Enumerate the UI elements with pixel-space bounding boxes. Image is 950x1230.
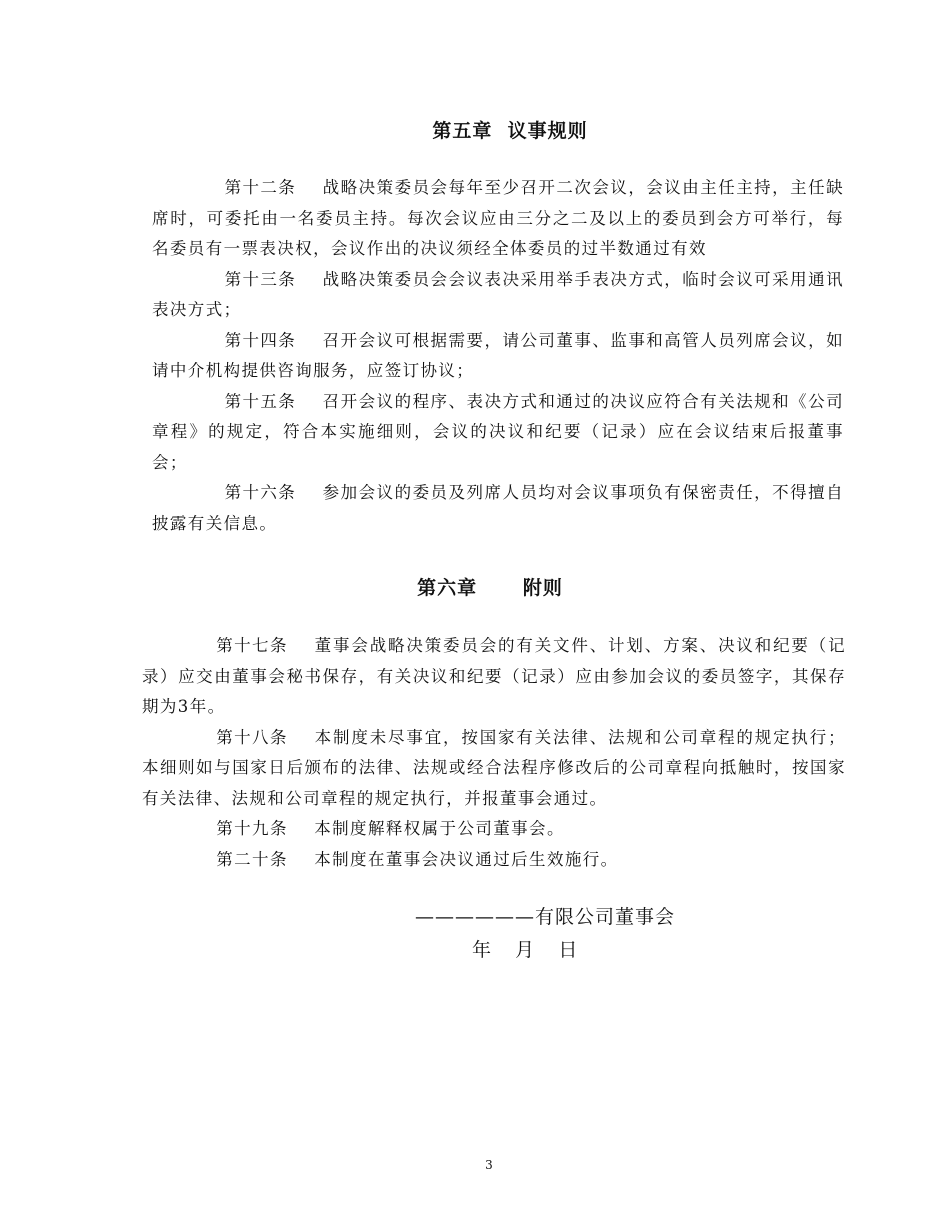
article-text: 董事会战略决策委员会的有关文件、计划、方案、决议和纪要（记录）应交由董事会秘书保存，有关决议和纪要（记录）应由参加会议的委员签字，其保存期为3年。: [142, 636, 846, 716]
article-text: 战略决策委员会每年至少召开二次会议，会议由主任主持，主任缺席时，可委托由一名委员主持。每次会议应由三分之二及以上的委员到会方可举行，每名委员有一票表决权，会议作出的决议须经全体委员的过半数通过有效: [152, 178, 844, 258]
chapter-6-articles: [142, 631, 846, 875]
article-label: 第十五条: [224, 391, 297, 411]
article-text: 召开会议的程序、表决方式和通过的决议应符合有关法规和《公司章程》的规定，符合本实施细则，会议的决议和纪要（记录）应在会议结束后报董事会；: [152, 391, 844, 472]
article-text: 本制度解释权属于公司董事会。: [314, 819, 565, 838]
article-text: 召开会议可根据需要，请公司董事、监事和高管人员列席会议，如请中介机构提供咨询服务，应签订协议；: [152, 330, 844, 380]
article-label: 第十四条: [224, 330, 297, 350]
signature-date: 年 月 日: [472, 939, 578, 961]
article-label: 第十七条: [216, 636, 288, 655]
article-text: 本制度未尽事宜，按国家有关法律、法规和公司章程的规定执行；本细则如与国家日后颁布的法律、法规或经合法程序修改后的公司章程向抵触时，按国家有关法律、法规和公司章程的规定执行，并报董事会通过。: [142, 727, 846, 808]
article-15: [152, 387, 844, 479]
page-number: 3: [485, 1158, 493, 1172]
article-label: 第二十条: [216, 849, 288, 869]
article-text: 参加会议的委员及列席人员均对会议事项负有保密责任，不得擅自披露有关信息。: [152, 483, 844, 533]
signature-org: ——————有限公司董事会: [415, 906, 676, 928]
article-label: 第十三条: [224, 269, 297, 289]
article-18: [142, 723, 846, 815]
article-12: [152, 173, 844, 265]
chapter-5-title: 第五章 议事规则: [432, 120, 588, 142]
article-label: 第十二条: [224, 178, 297, 197]
article-text: 战略决策委员会会议表决采用举手表决方式，临时会议可采用通讯表决方式；: [152, 269, 844, 319]
article-label: 第十六条: [224, 483, 297, 502]
article-20: [142, 845, 846, 876]
article-14: [152, 326, 844, 387]
chapter-6-title: 第六章 附则: [417, 577, 563, 599]
article-label: 第十九条: [216, 819, 288, 838]
chapter-5-articles: [152, 173, 844, 539]
article-16: [152, 478, 844, 539]
article-text: 本制度在董事会决议通过后生效施行。: [314, 849, 619, 869]
article-19: [142, 814, 846, 845]
article-13: [152, 265, 844, 326]
article-17: [142, 631, 846, 723]
article-label: 第十八条: [216, 727, 288, 747]
